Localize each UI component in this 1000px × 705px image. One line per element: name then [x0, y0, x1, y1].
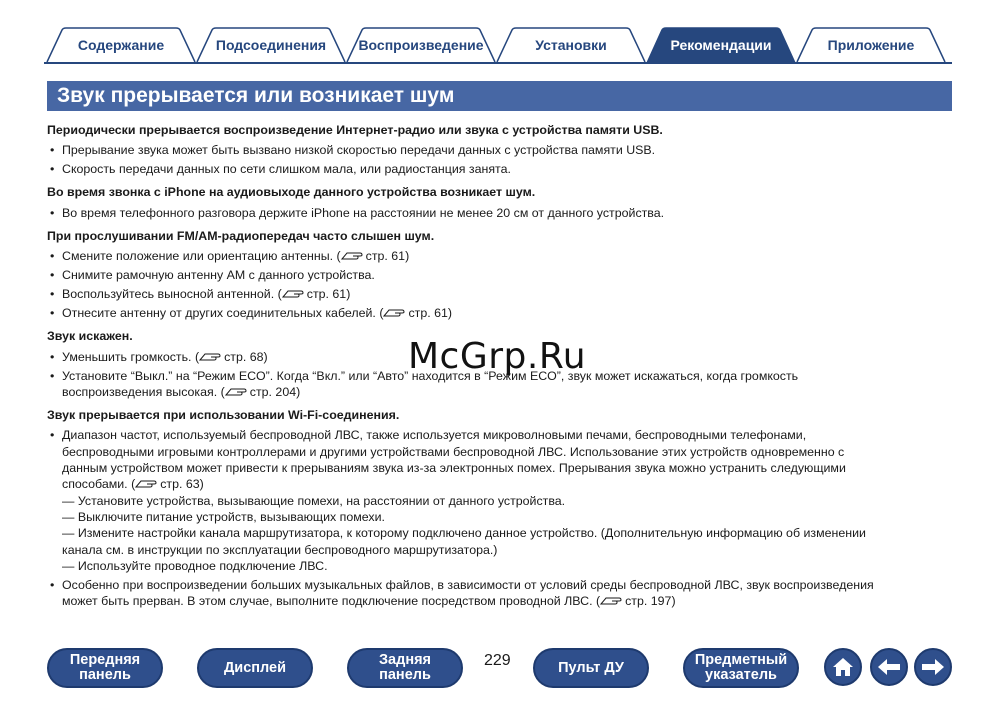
- section-heading: При прослушивании FM/AM-радиопередач часто слышен шум.: [47, 229, 435, 244]
- hand-pointer-icon: [135, 478, 157, 489]
- section-heading: Звук прерывается при использовании Wi-Fi-соединения.: [47, 408, 400, 423]
- tab-settings[interactable]: [496, 27, 646, 63]
- tab-divider: [44, 62, 952, 64]
- item-text: беспроводными игровыми контроллерами и другими устройствами беспроводной ЛВС. Использование этих устройств одновременно с: [62, 444, 845, 459]
- list-item: [47, 577, 952, 610]
- chapter-tabs: [44, 27, 952, 63]
- page-ref: стр. 61: [306, 287, 347, 302]
- page-ref: стр. 204: [249, 384, 297, 399]
- list-item: [47, 248, 952, 264]
- list-item: [47, 161, 952, 177]
- page-title: Звук прерывается или возникает шум: [57, 84, 455, 107]
- button-label: Задняя: [378, 652, 432, 668]
- tab-label: Содержание: [77, 37, 165, 53]
- remote-button[interactable]: [533, 648, 649, 688]
- tab-appendix[interactable]: [796, 27, 946, 63]
- dash-item: канала см. в инструкции по эксплуатации беспроводного маршрутизатора.): [62, 542, 498, 557]
- back-button[interactable]: [870, 648, 908, 686]
- section-heading: Звук искажен.: [47, 329, 133, 344]
- page-ref: стр. 63: [160, 477, 200, 492]
- button-label: Передняя: [69, 652, 141, 668]
- rear-panel-button[interactable]: [347, 648, 463, 688]
- home-button[interactable]: [824, 648, 862, 686]
- index-button[interactable]: [683, 648, 799, 688]
- item-text: Отнесите антенну от других соединительных кабелей.: [62, 306, 376, 321]
- item-text: Во время телефонного разговора держите iPhone на расстоянии не менее 20 см от данного устройства.: [62, 205, 665, 220]
- hand-pointer-icon: [383, 307, 405, 318]
- section-heading: Во время звонка с iPhone на аудиовыходе данного устройства возникает шум.: [47, 185, 536, 200]
- tab-label: Подсоединения: [215, 37, 327, 53]
- page-ref-link[interactable]: ( стр. 63): [131, 477, 204, 492]
- front-panel-button[interactable]: [47, 648, 163, 688]
- item-text: данным устройством может привести к прерываниям звука из-за электронных помех. Прерывания звука можно устранить следующими: [62, 461, 846, 476]
- page-ref-link[interactable]: ( стр. 197): [595, 593, 676, 608]
- list-item: [47, 286, 952, 302]
- item-text: Воспользуйтесь выносной антенной.: [62, 287, 275, 302]
- hand-pointer-icon: [341, 250, 363, 261]
- hand-pointer-icon: [225, 386, 247, 397]
- tab-contents[interactable]: [46, 27, 196, 63]
- item-text: Скорость передачи данных по сети слишком мала, или радиостанция занята.: [62, 162, 511, 177]
- page-ref: стр. 68: [224, 349, 264, 364]
- page-ref: стр. 61: [408, 306, 448, 321]
- list-item: [47, 427, 952, 574]
- tab-label: Воспроизведение: [358, 37, 484, 53]
- page-title-bar: [47, 81, 952, 111]
- tab-label: Приложение: [827, 37, 915, 53]
- tab-label: Рекомендации: [670, 37, 772, 53]
- home-icon: [831, 656, 855, 678]
- hand-pointer-icon: [199, 351, 221, 362]
- item-text: Уменьшить громкость.: [62, 349, 192, 364]
- page-ref-link[interactable]: ( стр. 204): [220, 384, 301, 399]
- item-text: может быть прерван. В этом случае, выполните подключение посредством проводной ЛВС.: [62, 593, 593, 608]
- tab-connections[interactable]: [196, 27, 346, 63]
- hand-pointer-icon: [282, 288, 304, 299]
- list-item: [47, 205, 952, 221]
- button-label: Пульт ДУ: [558, 659, 624, 676]
- page-ref-link[interactable]: ( стр. 61): [277, 287, 351, 302]
- item-text: Особенно при воспроизведении больших музыкальных файлов, в зависимости от условий среды беспроводной ЛВС, звук воспроизведения: [62, 577, 874, 592]
- tab-playback[interactable]: [346, 27, 496, 63]
- button-label: Дисплей: [223, 659, 287, 676]
- page-ref-link[interactable]: ( стр. 61): [336, 249, 410, 264]
- button-label: указатель: [705, 667, 777, 683]
- forward-button[interactable]: [914, 648, 952, 686]
- section-heading: Периодически прерывается воспроизведение Интернет-радио или звука с устройства памяти USB.: [47, 123, 663, 137]
- item-text: воспроизведения высокая.: [62, 384, 218, 399]
- item-text: Прерывание звука может быть вызвано низкой скоростью передачи данных с устройства памяти USB.: [62, 143, 656, 158]
- display-button[interactable]: [197, 648, 313, 688]
- dash-item: — Измените настройки канала маршрутизатора, к которому подключено данное устройство. (Дополнительную информацию об изменении: [62, 526, 866, 541]
- button-label: панель: [79, 667, 131, 683]
- item-text: Установите “Выкл.” на “Режим ECO”. Когда “Вкл.” или “Авто” находится в “Режим ECO”, звук может искажаться, когда громкость: [62, 368, 799, 383]
- list-item: [47, 305, 952, 321]
- page-ref: стр. 61: [365, 249, 406, 264]
- item-text: Диапазон частот, используемый беспроводной ЛВС, также используется микроволновыми печами, беспроводными телефонами,: [62, 428, 807, 443]
- page-ref-link[interactable]: ( стр. 61): [379, 306, 453, 321]
- page-ref-link[interactable]: ( стр. 68): [194, 349, 268, 364]
- arrow-left-icon: [876, 657, 902, 677]
- arrow-right-icon: [920, 657, 946, 677]
- dash-item: — Установите устройства, вызывающие помехи, на расстоянии от данного устройства.: [62, 493, 566, 508]
- list-item: [47, 142, 952, 158]
- button-label: панель: [379, 667, 431, 683]
- page-ref: стр. 197: [625, 593, 672, 608]
- hand-pointer-icon: [600, 595, 622, 606]
- item-text: Смените положение или ориентацию антенны.: [62, 249, 334, 264]
- page-number: 229: [484, 652, 511, 669]
- tab-label: Установки: [535, 37, 607, 53]
- item-text: способами.: [62, 477, 128, 492]
- dash-item: — Выключите питание устройств, вызывающих помехи.: [62, 509, 385, 524]
- dash-item: — Используйте проводное подключение ЛВС.: [62, 558, 328, 573]
- tab-tips[interactable]: [646, 27, 796, 63]
- watermark: McGrp.Ru: [408, 336, 587, 377]
- list-item: [47, 267, 952, 283]
- button-label: Предметный: [694, 652, 788, 668]
- item-text: Снимите рамочную антенну AM с данного устройства.: [62, 268, 375, 283]
